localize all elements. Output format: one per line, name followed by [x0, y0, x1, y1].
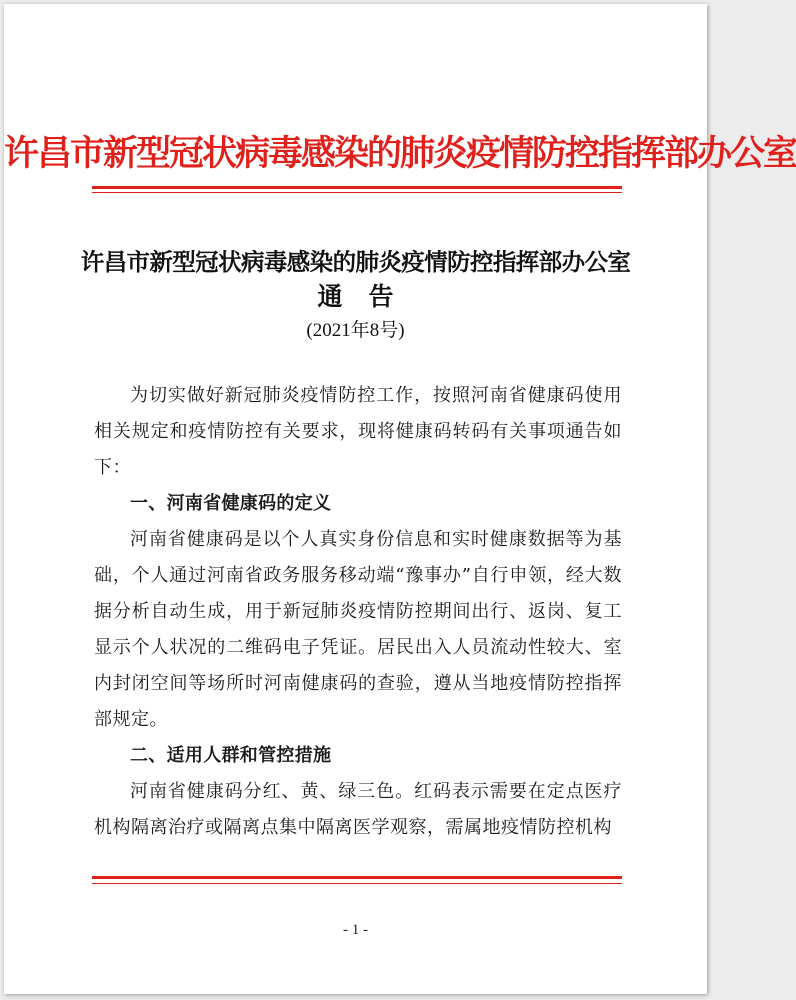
- document-page: [4, 4, 796, 994]
- notice-title: 通告: [317, 282, 420, 311]
- red-header-org-name: 许昌市新型冠状病毒感染的肺炎疫情防控指挥部办公室: [4, 133, 796, 174]
- section-1-heading: 一、河南省健康码的定义: [130, 493, 332, 514]
- section-2-paragraph: 河南省健康码分红、黄、绿三色。红码表示需要在定点医疗机构隔离治疗或隔离点集中隔离医学观察，需属地疫情防控机构: [94, 781, 622, 838]
- notice-title-org: 许昌市新型冠状病毒感染的肺炎疫情防控指挥部办公室: [80, 248, 631, 276]
- notice-body: [94, 378, 622, 846]
- section-1-paragraph: 河南省健康码是以个人真实身份信息和实时健康数据等为基础，个人通过河南省政务服务移动端“豫事办”自行申领，经大数据分析自动生成，用于新冠肺炎疫情防控期间出行、返岗、复工显示个人状况的二维码电子凭证。居民出入人员流动性较大、室内封闭空间等场所时河南健康码的查验，遵从当地疫情防控指挥部规定。: [94, 529, 622, 730]
- footer-rule-thin: [92, 883, 622, 884]
- page-number: - 1 -: [343, 922, 368, 938]
- footer-rule-thick: [92, 876, 622, 879]
- header-rule-thick: [92, 186, 622, 189]
- section-2-heading: 二、适用人群和管控措施: [130, 745, 332, 766]
- header-rule-thin: [92, 192, 622, 193]
- intro-paragraph: 为切实做好新冠肺炎疫情防控工作，按照河南省健康码使用相关规定和疫情防控有关要求，现将健康码转码有关事项通告如下：: [94, 385, 622, 478]
- document-number: (2021年8号): [306, 320, 405, 341]
